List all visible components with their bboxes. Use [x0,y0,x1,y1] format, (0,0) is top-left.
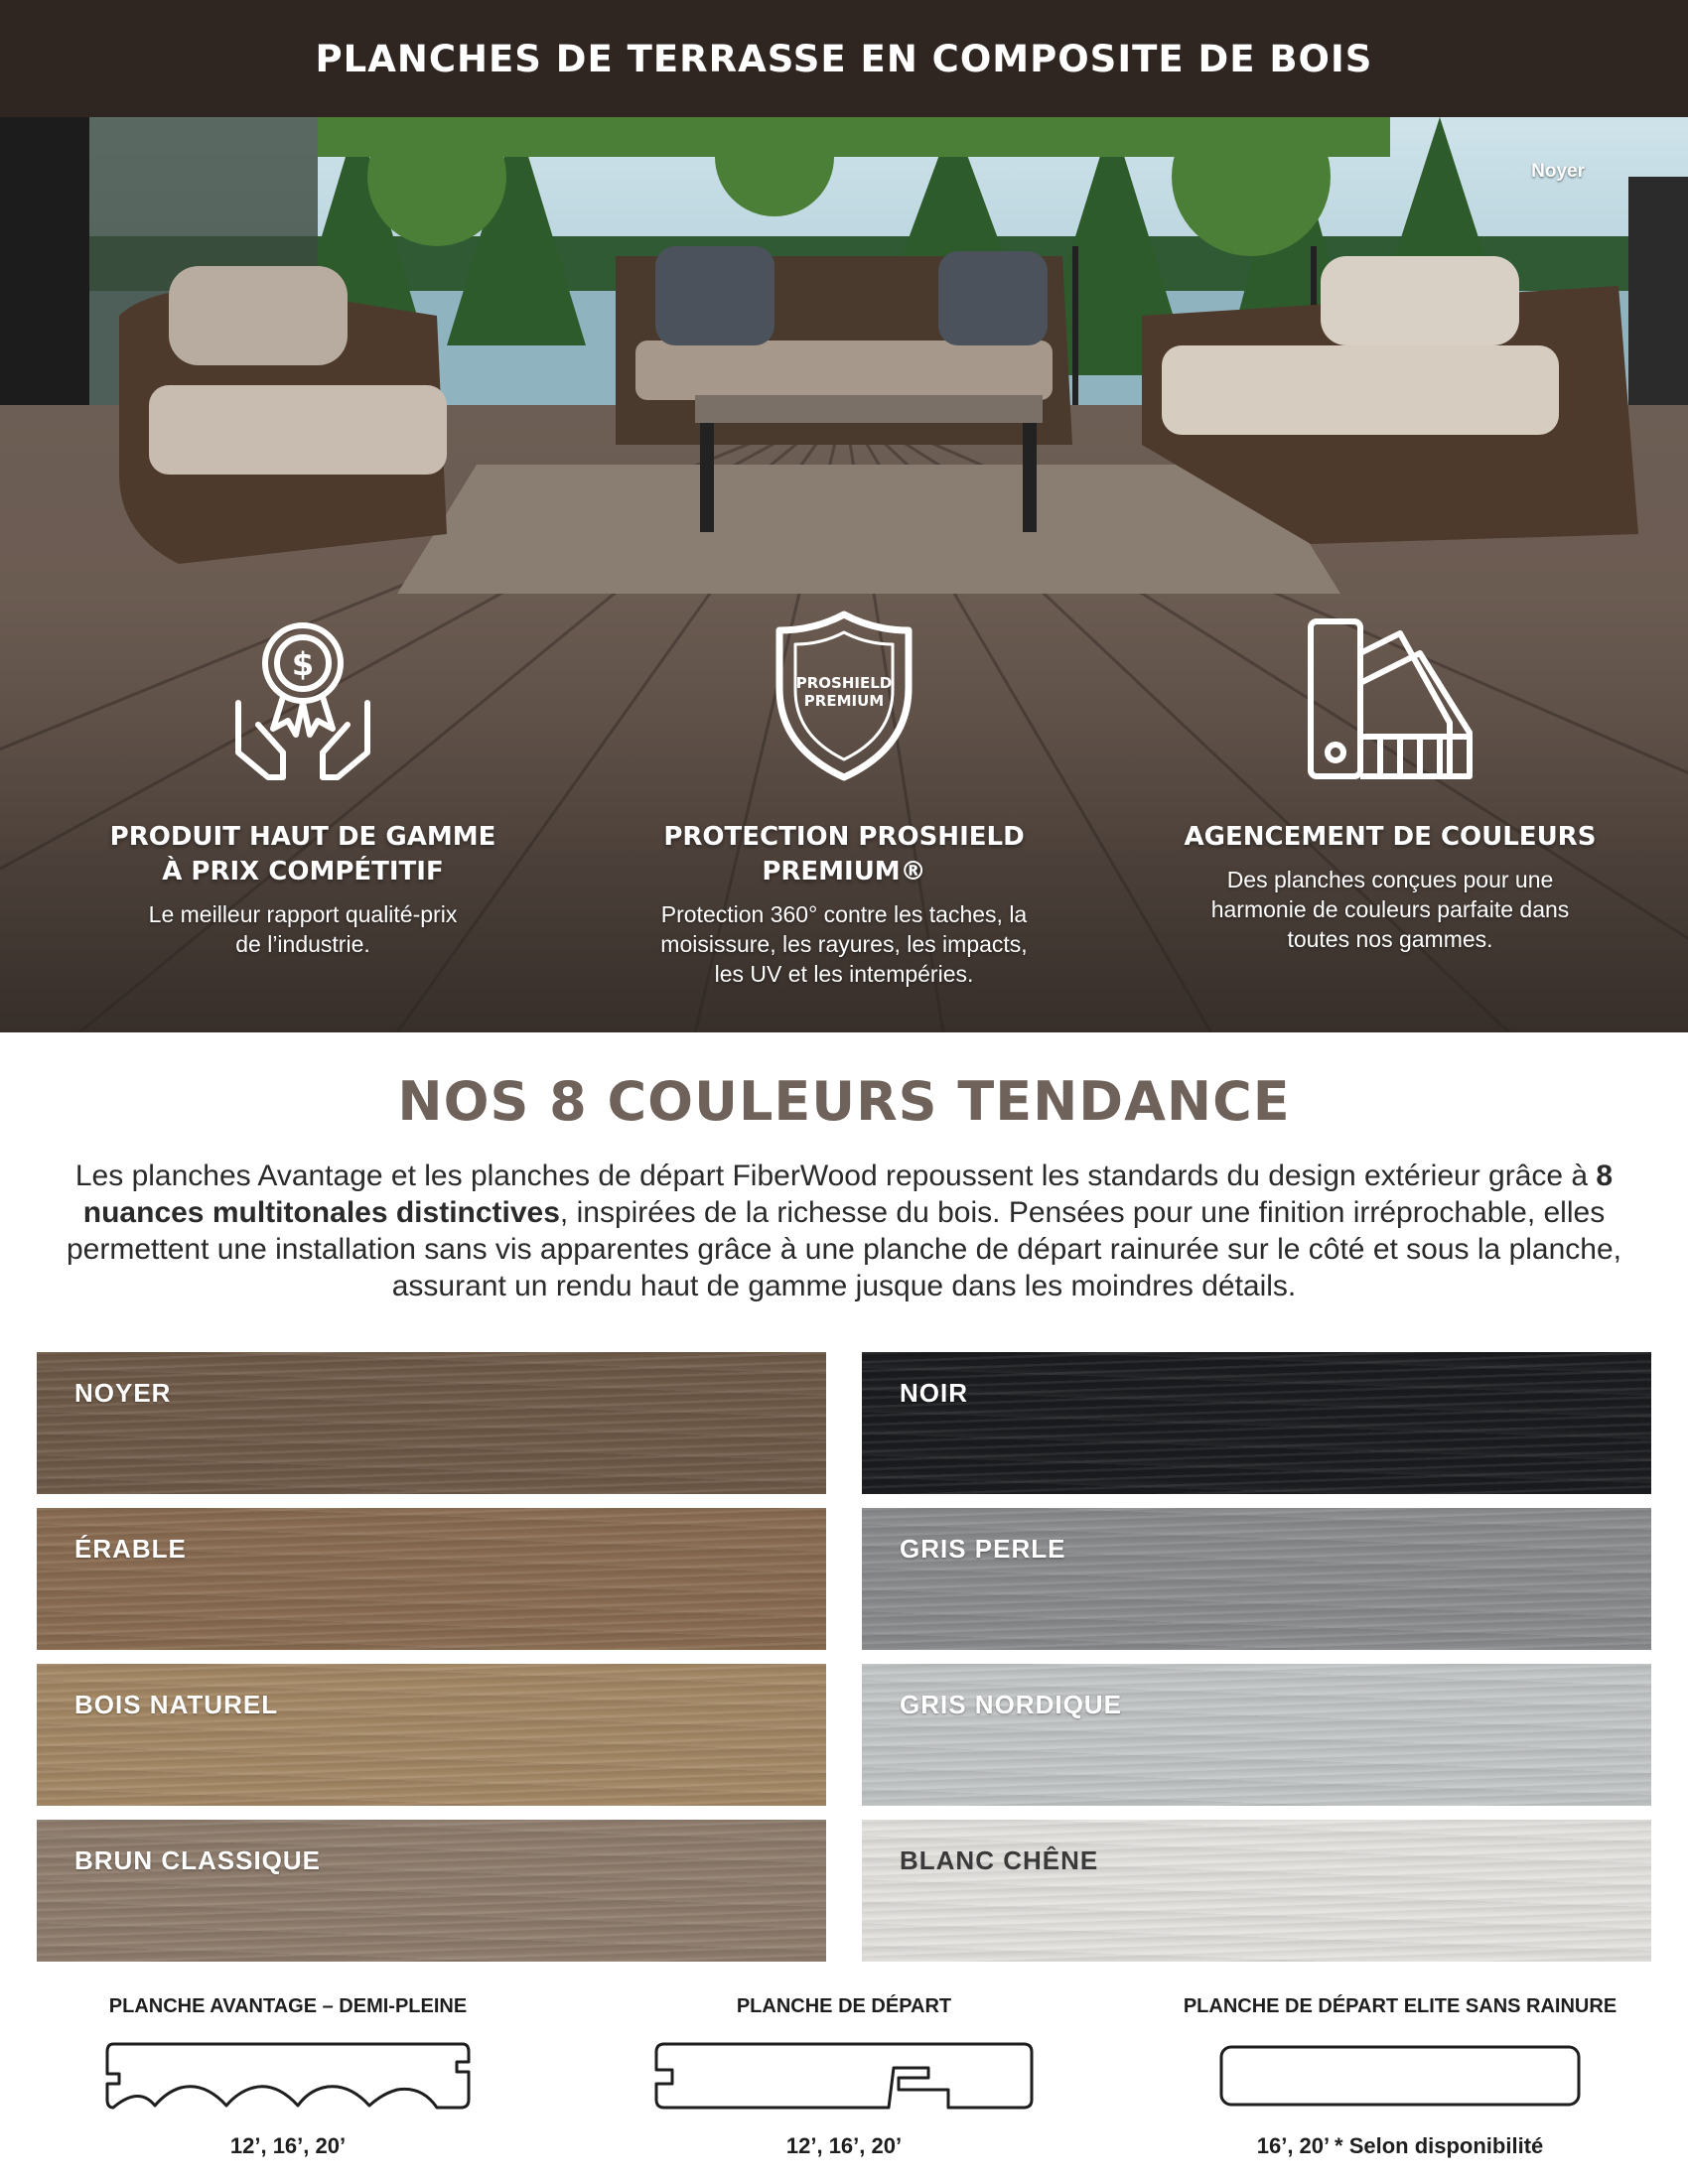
swatch-erable [37,1508,826,1650]
swatch-noyer [37,1352,826,1494]
hero-image [0,117,1688,1032]
feature-text-line: de l’industrie. [235,931,370,957]
shield-badge-text: PROSHIELD [795,674,893,692]
color-tag-label: Noyer [1531,161,1585,182]
shield-icon [586,614,1102,782]
feature-color-harmony [1132,614,1648,954]
swatch-label: BOIS NATUREL [74,1690,279,1719]
swatch-bois-naturel [37,1664,826,1806]
feature-proshield [586,614,1102,989]
feature-text-line: Le meilleur rapport qualité-prix [148,901,458,927]
page-title: PLANCHES DE TERRASSE EN COMPOSITE DE BOIS [315,37,1373,80]
svg-text:$: $ [291,645,315,683]
swatch-label: BRUN CLASSIQUE [74,1845,322,1875]
swatch-label: GRIS NORDIQUE [900,1690,1122,1719]
feature-title-line: PRODUIT HAUT DE GAMME [109,822,496,852]
feature-title-line: À PRIX COMPÉTITIF [162,857,444,887]
feature-text-line: les UV et les intempéries. [714,961,974,987]
intro-text: , inspirées de la richesse du bois. Pensées pour une finition irréprochable, elles permettent une installation sans vis apparentes grâce à une planche de départ rainurée sur le côté et sous la planche, assurant un rendu haut de gamme jusque dans les moindres détails. [67,1196,1621,1302]
profile-title: PLANCHE DE DÉPART ELITE SANS RAINURE [1183,1995,1618,2017]
feature-text-line: harmonie de couleurs parfaite dans [1210,896,1570,922]
money-hands-icon [45,614,561,782]
profile-lengths: 16’, 20’ * Selon disponibilité [1256,2133,1544,2158]
swatch-label: ÉRABLE [74,1534,187,1564]
intro-text: Les planches Avantage et les planches de départ FiberWood repoussent les standards du design extérieur grâce à [74,1160,1597,1192]
header-band [0,0,1688,117]
profile-depart [576,1995,1112,2159]
feature-text-line: Protection 360° contre les taches, la [660,901,1028,927]
swatch-label: NOYER [74,1378,172,1408]
profile-avantage [20,1995,556,2159]
board-profile-depart-icon [576,2036,1112,2116]
feature-title-line: AGENCEMENT DE COULEURS [1184,822,1597,852]
swatch-gris-nordique [862,1664,1651,1806]
feature-title-line: PROTECTION PROSHIELD PREMIUM® [663,822,1025,887]
feature-text-line: moisissure, les rayures, les impacts, [660,931,1028,957]
intro-bold-text: 8 nuances multitonales distinctives [82,1160,1614,1229]
board-profile-elite-icon [1132,2036,1668,2116]
feature-text-line: Des planches conçues pour une [1226,867,1554,892]
color-swatch-icon [1132,614,1648,782]
swatch-label: NOIR [900,1378,968,1408]
swatch-gris-perle [862,1508,1651,1650]
shield-badge-text: PREMIUM [803,692,885,710]
intro-paragraph [44,1158,1644,1304]
swatch-blanc-chene [862,1820,1651,1962]
profile-title: PLANCHE AVANTAGE – DEMI-PLEINE [108,1995,468,2017]
swatch-brun-classique [37,1820,826,1962]
board-profile-avantage-icon [20,2036,556,2116]
swatch-noir [862,1352,1651,1494]
feature-text-line: toutes nos gammes. [1287,926,1493,952]
profile-lengths: 12’, 16’, 20’ [785,2133,903,2158]
feature-quality-price [45,614,561,959]
profile-title: PLANCHE DE DÉPART [736,1995,952,2017]
swatch-label: GRIS PERLE [900,1534,1066,1564]
section-title: NOS 8 COULEURS TENDANCE [397,1070,1291,1133]
swatch-label: BLANC CHÊNE [900,1845,1099,1875]
profile-depart-elite [1132,1995,1668,2159]
profile-lengths: 12’, 16’, 20’ [229,2133,347,2158]
